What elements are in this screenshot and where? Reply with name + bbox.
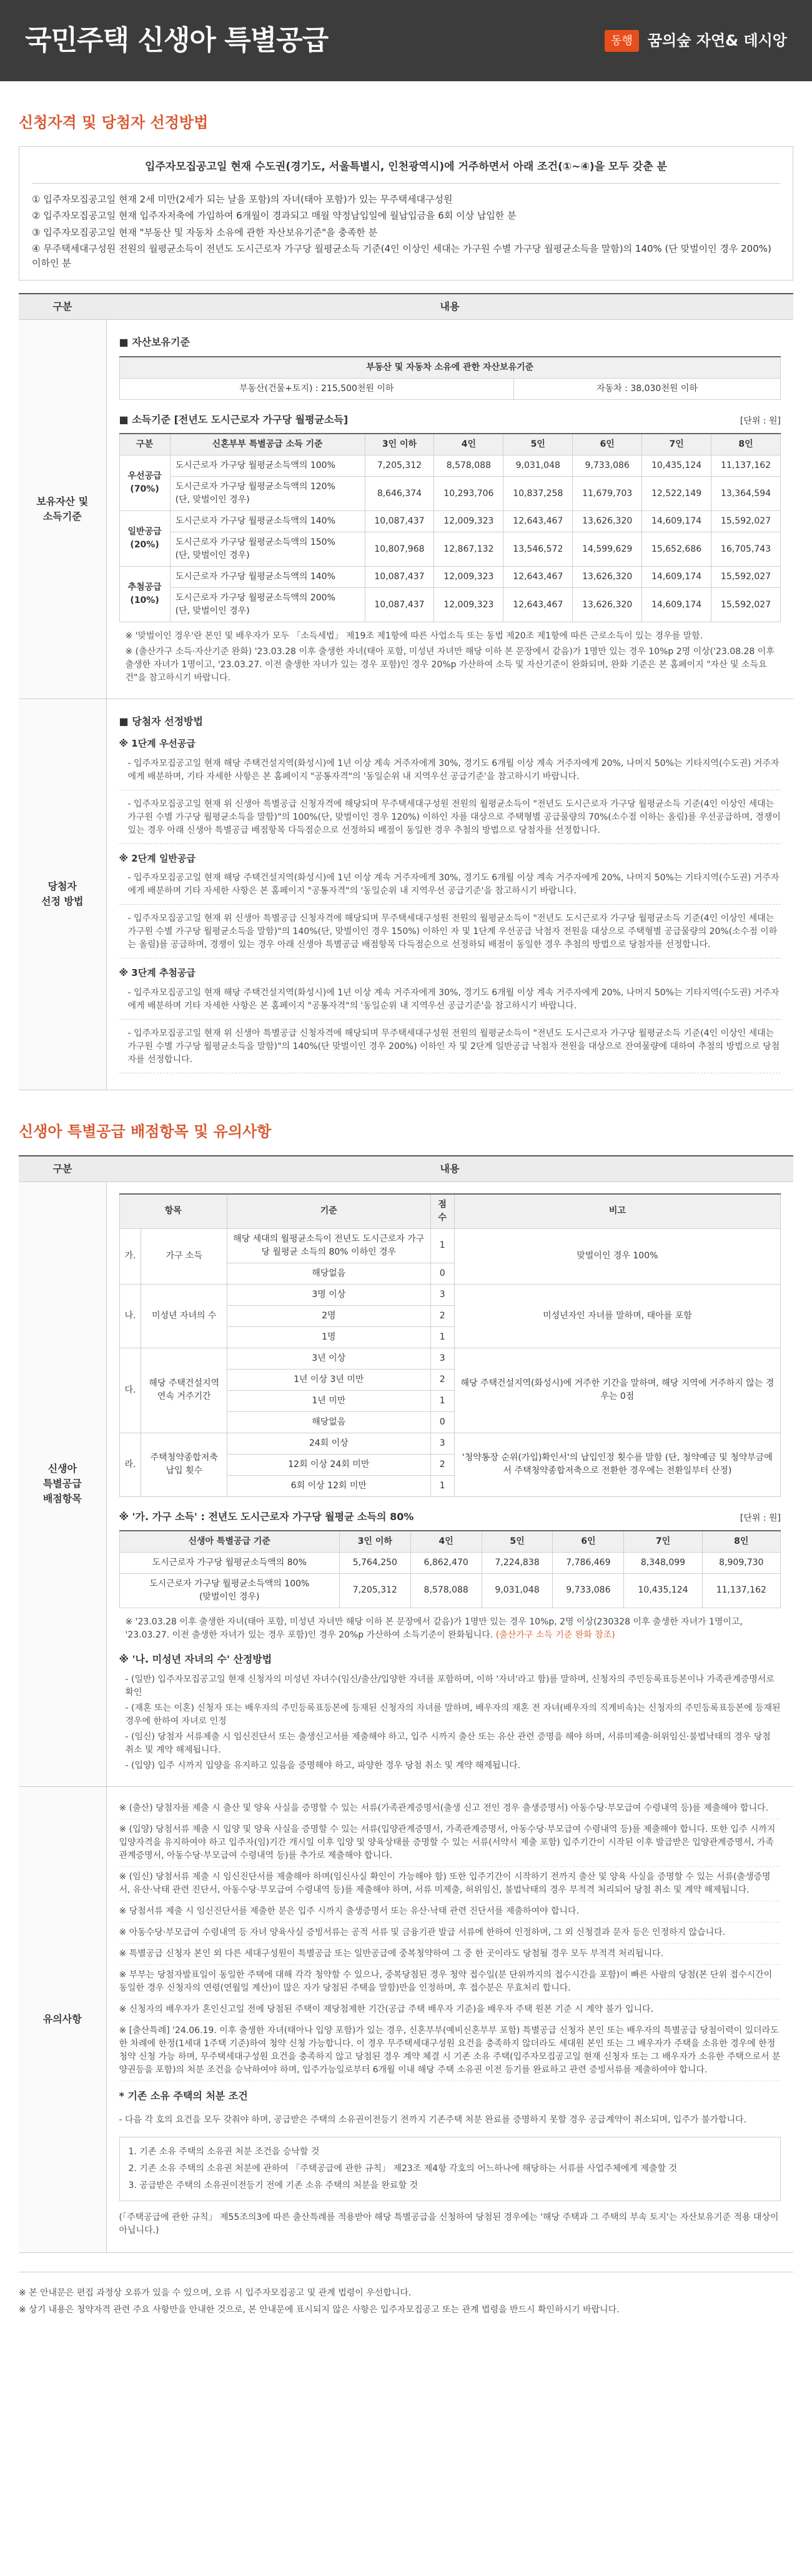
income-value: 11,679,703 xyxy=(573,477,642,511)
income-group: 일반공급 (20%) xyxy=(119,511,170,567)
col-header-category: 구분 xyxy=(19,294,106,320)
precaution-item: ※ 부부는 당첨자발표일이 동일한 주택에 대해 각각 청약할 수 있으나, 중복당첨된 경우 청약 접수일(분 단위까지의 접수시간을 포함)이 빠른 사람의 당첨(본 단위 접수시간이 동일한 경우 신청자의 연령(연월일 계산)이 많은 자가 당첨된 주택을 말함)만을 인정하며, 후 접수분은 무효처리 합니다. xyxy=(119,1965,781,1999)
score-points: 1 xyxy=(430,1228,454,1263)
selection-step-text: - 입주자모집공고일 현재 위 신생아 특별공급 신청자격에 해당되며 무주택세대구성원 전원의 월평균소득이 "전년도 도시근로자 가구당 월평균소득 기준(4인 이상인 세대는 가구원 수별 가구당 월평균소득을 말함)"의 140%(단, 맞벌이인 경우 150%) 이하인 자 및 1단계 우선공급 낙첨자 전원을 대상으로 주택형별 공급물량의 20%(소수점 이하는 올림)를 공급하며, 경쟁이 있는 경우 아래 신생아 특별공급 배점항목 다득점순으로 선정하되 배점이 동일한 경우 추첨의 방법으로 당첨자를 선정합니다. xyxy=(119,910,781,958)
selection-step-text: - 입주자모집공고일 현재 해당 주택건설지역(화성시)에 1년 이상 계속 거주자에게 30%, 경기도 6개월 이상 계속 거주자에게 20%, 나머지 50%는 기타지역(수도권) 거주자에게 배분하며 기타 자세한 사항은 본 홈페이지 "공통자격"의 '동일순위 내 지역우선 공급기준'을 참고하시기 바랍니다. xyxy=(119,869,781,905)
page-title: 국민주택 신생아 특별공급 xyxy=(25,24,329,56)
disposal-heading: * 기존 소유 주택의 처분 조건 xyxy=(119,2089,248,2102)
row-label-scoring: 신생아 특별공급 배점항목 xyxy=(19,1181,106,1786)
income-criteria: 도시근로자 가구당 월평균소득액의 120% (단, 맞벌이인 경우) xyxy=(170,477,365,511)
score-col-header: 기준 xyxy=(227,1194,430,1229)
score-points: 1 xyxy=(430,1390,454,1411)
brand-name: 꿈의숲 자연& 데시앙 xyxy=(647,32,787,49)
qualification-head: 입주자모집공고일 현재 수도권(경기도, 서울특별시, 인천광역시)에 거주하면서 아래 조건(①~④)을 모두 갖춘 분 xyxy=(32,156,780,184)
income-criteria: 도시근로자 가구당 월평균소득액의 200% (단, 맞벌이인 경우) xyxy=(170,588,365,622)
disposal-intro: - 다음 각 호의 요건을 모두 갖춰야 하며, 공급받은 주택의 소유권이전등기 전까지 기존주택 처분 완료를 증명하지 못할 경우 공급계약이 취소되며, 입주가 불가합니다. xyxy=(119,2114,746,2125)
selection-step-title: ※ 1단계 우선공급 xyxy=(119,738,196,749)
selection-step-title: ※ 2단계 일반공급 xyxy=(119,852,196,864)
income-value: 10,807,968 xyxy=(365,532,434,567)
ga-value: 6,862,470 xyxy=(410,1552,482,1573)
income-value: 10,293,706 xyxy=(434,477,503,511)
income-value: 8,646,374 xyxy=(365,477,434,511)
selection-step-title: ※ 3단계 추첨공급 xyxy=(119,967,196,978)
score-note: 맞벌이인 경우 100% xyxy=(454,1228,780,1284)
income-value: 12,867,132 xyxy=(434,532,503,567)
ga-heading: ※ '가. 가구 소득' : 전년도 도시근로자 가구당 월평균 소득의 80% xyxy=(119,1510,414,1523)
ga-criteria: 도시근로자 가구당 월평균소득액의 80% xyxy=(119,1552,339,1573)
selection-heading: ■ 당첨자 선정방법 xyxy=(119,715,203,727)
income-value: 13,626,320 xyxy=(573,588,642,622)
brand-badge: 동행 xyxy=(605,30,639,52)
table-row xyxy=(119,1228,781,1263)
income-value: 12,522,149 xyxy=(642,477,711,511)
precaution-item: ※ 특별공급 신청자 본인 외 다른 세대구성원이 특별공급 또는 일반공급에 중복청약하여 그 중 한 곳이라도 당첨될 경우 모두 부적격 처리됩니다. xyxy=(119,1944,781,1965)
income-value: 15,592,027 xyxy=(711,567,781,588)
income-col-header: 신혼부부 특별공급 소득 기준 xyxy=(170,434,365,455)
na-note-1: - (일반) 입주자모집공고일 현재 신청자의 미성년 자녀수(임신/출산/입양한 자녀를 포함하며, 이하 '자녀'라고 함)를 말하며, 신청자의 주민등록표등본이나 가족관계증명서로 확인 xyxy=(125,1674,775,1698)
na-heading: ※ '나. 미성년 자녀의 수' 산정방법 xyxy=(119,1653,272,1665)
ga-value: 8,578,088 xyxy=(410,1573,482,1608)
section-title-qualification: 신청자격 및 당첨자 선정방법 xyxy=(19,114,209,131)
score-note: 해당 주택건설지역(화성시)에 거주한 기간을 말하며, 해당 지역에 거주하지 않는 경우는 0점 xyxy=(454,1348,780,1433)
income-col-header: 6인 xyxy=(573,434,642,455)
ga-criteria: 도시근로자 가구당 월평균소득액의 100% (맞벌이인 경우) xyxy=(119,1573,339,1608)
ga-value: 7,786,469 xyxy=(553,1552,624,1573)
condition-4: ④ 무주택세대구성원 전원의 월평균소득이 전년도 도시근로자 가구당 월평균소득 기준(4인 이상인 세대는 가구원 수별 가구당 월평균소득을 말함)의 140% (단 맞벌이인 경우 200%) 이하인 분 xyxy=(32,243,771,269)
income-value: 10,087,437 xyxy=(365,588,434,622)
income-criteria: 도시근로자 가구당 월평균소득액의 140% xyxy=(170,511,365,532)
disposal-item-1: 1. 기존 소유 주택의 소유권 처분 조건을 승낙할 것 xyxy=(128,2146,320,2157)
scoring-table xyxy=(19,1155,793,2253)
ga-income-table xyxy=(119,1530,781,1608)
income-value: 9,733,086 xyxy=(573,455,642,477)
income-unit: [단위 : 원] xyxy=(740,416,781,426)
asset-caption: 부동산 및 자동차 소유에 관한 자산보유기준 xyxy=(119,357,781,379)
income-value: 13,546,572 xyxy=(503,532,573,567)
score-item-name: 미성년 자녀의 수 xyxy=(141,1284,227,1348)
score-item-no: 가. xyxy=(119,1228,141,1284)
income-value: 14,609,174 xyxy=(642,511,711,532)
score-criteria: 3년 이상 xyxy=(227,1348,430,1369)
ga-value: 9,733,086 xyxy=(553,1573,624,1608)
income-value: 12,009,323 xyxy=(434,511,503,532)
table-row xyxy=(119,511,781,532)
qualification-table xyxy=(19,293,793,1090)
disposal-item-3: 3. 공급받은 주택의 소유권이전등기 전에 기존 소유 주택의 처분을 완료할 것 xyxy=(128,2180,418,2191)
precaution-item: ※ (입양) 당첨서류 제출 시 입양 및 양육 사실을 증명할 수 있는 서류(입양관계증명서, 가족관계증명서, 아동수당·부모급여 수령내역 등)를 제출해야 합니다. 또한 입주 시까지 입양자격을 유지하여야 하고 입주자(임)기간 개시일 이후 입양 및 양육상태를 증명할 수 있는 서류(서약서 제출 포함) 입주기간이 시작된 이후 발급받은 입양관계증명서, 가족관계증명서, 아동수당·부모급여 수령내역 등)를 추가로 제출해야 합니다. xyxy=(119,1819,781,1867)
score-points: 3 xyxy=(430,1348,454,1369)
income-value: 7,205,312 xyxy=(365,455,434,477)
ga-note: ※ '23.03.28 이후 출생한 자녀(태아 포함, 미성년 자녀만 해당 이하 본 문장에서 같음)가 1명만 있는 경우 10%p, 2명 이상(230328 이후 출생한 자녀가 1명이고, '23.03.27. 이전 출생한 자녀가 있는 경우 포함)인 경우 20%p 가산하여 소득기준이 완화됩니다. (출산가구 소득 기준 완화 참조) xyxy=(125,1616,743,1640)
score-table xyxy=(119,1193,781,1497)
score-note: '청약통장 순위(가입)확인서'의 납입인정 횟수를 말함 (단, 청약예금 및 청약부금에서 주택청약종합저축으로 전환한 경우에는 전환일부터 산정) xyxy=(454,1433,780,1496)
income-criteria: 도시근로자 가구당 월평균소득액의 140% xyxy=(170,567,365,588)
score-points: 1 xyxy=(430,1475,454,1496)
row-label-assets: 보유자산 및 소득기준 xyxy=(19,320,106,699)
income-col-header: 5인 xyxy=(503,434,573,455)
income-value: 12,643,467 xyxy=(503,588,573,622)
col-header-content: 내용 xyxy=(106,294,793,320)
score-criteria: 해당없음 xyxy=(227,1411,430,1433)
score-item-no: 다. xyxy=(119,1348,141,1433)
disposal-note: (「주택공급에 관한 규칙」 제55조의3에 따른 출산특례를 적용받아 해당 특별공급을 신청하여 당첨된 경우에는 '해당 주택과 그 주택의 부속 토지'는 자산보유기준 적용 대상이 아닙니다.) xyxy=(119,2212,779,2235)
income-value: 14,609,174 xyxy=(642,588,711,622)
ga-col-header: 6인 xyxy=(553,1531,624,1553)
income-value: 13,626,320 xyxy=(573,511,642,532)
ga-col-header: 4인 xyxy=(410,1531,482,1553)
score-criteria: 해당 세대의 월평균소득이 전년도 도시근로자 가구당 월평균 소득의 80% 이하인 경우 xyxy=(227,1228,430,1263)
income-criteria: 도시근로자 가구당 월평균소득액의 150% (단, 맞벌이인 경우) xyxy=(170,532,365,567)
ga-value: 10,435,124 xyxy=(624,1573,702,1608)
table-row xyxy=(119,455,781,477)
condition-1: ① 입주자모집공고일 현재 2세 미만(2세가 되는 날을 포함)의 자녀(태아 포함)가 있는 무주택세대구성원 xyxy=(32,193,453,205)
table-row xyxy=(119,1573,781,1608)
score-item-name: 주택청약종합저축 납입 횟수 xyxy=(141,1433,227,1496)
precaution-item: ※ 당첨서류 제출 시 임신진단서를 제출한 분은 입주 시까지 출생증명서 또는 유산·낙태 관련 진단서를 제출하여야 합니다. xyxy=(119,1901,781,1922)
income-note-2: ※ (출산가구 소득·자산기준 완화) '23.03.28 이후 출생한 자녀(태아 포함, 미성년 자녀만 해당 이하 본 문장에서 같음)가 1명만 있는 경우 10%p 2명 이상('23.08.28 이후 출생한 자녀가 1명이고, '23.03.27. 이전 출생한 자녀가 있는 경우 포함)인 경우 20%p 가산하여 소득 및 자산기준이 완화되며, 완화 기준은 본 홈페이지 "자산 및 소득요건"을 참고하시기 바랍니다. xyxy=(125,647,775,683)
score-points: 3 xyxy=(430,1433,454,1454)
income-heading: ■ 소득기준 [전년도 도시근로자 가구당 월평균소득] xyxy=(119,414,349,425)
income-value: 10,087,437 xyxy=(365,567,434,588)
score-criteria: 1년 미만 xyxy=(227,1390,430,1411)
ga-value: 7,224,838 xyxy=(482,1552,553,1573)
score-criteria: 해당없음 xyxy=(227,1263,430,1284)
ga-col-header: 7인 xyxy=(624,1531,702,1553)
income-col-header: 구분 xyxy=(119,434,170,455)
table-row xyxy=(119,532,781,567)
score-criteria: 12회 이상 24회 미만 xyxy=(227,1454,430,1475)
table-row xyxy=(119,1348,781,1369)
income-value: 13,626,320 xyxy=(573,567,642,588)
income-value: 14,599,629 xyxy=(573,532,642,567)
income-value: 11,137,162 xyxy=(711,455,781,477)
ga-value: 9,031,048 xyxy=(482,1573,553,1608)
income-value: 15,592,027 xyxy=(711,588,781,622)
table-row xyxy=(119,1552,781,1573)
score-points: 3 xyxy=(430,1284,454,1305)
score-col-header: 항목 xyxy=(119,1194,227,1229)
na-note-4: - (입양) 입주 시까지 입양을 유지하고 있음을 증명해야 하고, 파양한 경우 당첨 취소 및 계약 해제됩니다. xyxy=(125,1760,521,1771)
ga-col-header: 5인 xyxy=(482,1531,553,1553)
footer-note-1: ※ 본 안내문은 편집 과정상 오류가 있을 수 있으며, 오류 시 입주자모집공고 및 관계 법령이 우선합니다. xyxy=(19,2287,412,2298)
score-points: 0 xyxy=(430,1411,454,1433)
footer-note-2: ※ 상기 내용은 청약자격 관련 주요 사항만을 안내한 것으로, 본 안내문에 표시되지 않은 사항은 입주자모집공고 또는 관계 법령을 반드시 확인하시기 바랍니다. xyxy=(19,2304,620,2315)
score-points: 2 xyxy=(430,1454,454,1475)
selection-step-text: - 입주자모집공고일 현재 해당 주택건설지역(화성시)에 1년 이상 계속 거주자에게 30%, 경기도 6개월 이상 계속 거주자에게 20%, 나머지 50%는 기타지역(수도권) 거주자에게 배분하며 기타 자세한 사항은 본 홈페이지 "공통자격"의 '동일순위 내 지역우선 공급기준'을 참고하시기 바랍니다. xyxy=(119,984,781,1020)
income-col-header: 7인 xyxy=(642,434,711,455)
score-criteria: 24회 이상 xyxy=(227,1433,430,1454)
disposal-item-2: 2. 기존 소유 주택의 소유권 처분에 관하여 「주택공급에 관한 규칙」 제23조 제4항 각호의 어느하나에 해당하는 서류를 사업주체에게 제출할 것 xyxy=(128,2163,677,2174)
row-label-precautions: 유의사항 xyxy=(19,1786,106,2252)
income-col-header: 4인 xyxy=(434,434,503,455)
asset-car: 자동차 : 38,030천원 이하 xyxy=(514,379,781,400)
score-note: 미성년자인 자녀를 말하며, 태아를 포함 xyxy=(454,1284,780,1348)
precaution-item: ※ (출산) 당첨자를 제출 시 출산 및 양육 사실을 증명할 수 있는 서류(가족관계증명서(출생 신고 전인 경우 출생증명서) 아동수당·부모급여 수령내역 등)를 제출해야 합니다. xyxy=(119,1798,781,1819)
income-value: 14,609,174 xyxy=(642,567,711,588)
income-value: 12,009,323 xyxy=(434,588,503,622)
selection-step-text: - 입주자모집공고일 현재 위 신생아 특별공급 신청자격에 해당되며 무주택세대구성원 전원의 월평균소득이 "전년도 도시근로자 가구당 월평균소득 기준(4인 이상인 세대는 가구원 수별 가구당 월평균소득을 말함)"의 100%(단, 맞벌이인 경우 120%) 이하인 자를 대상으로 주택형별 공급물량의 70%(소수점 이하는 올림)를 우선공급하며, 경쟁이 있는 경우 아래 신생아 특별공급 배점항목 다득점순으로 선정하되 배점이 동일한 경우 추첨의 방법으로 당첨자를 선정합니다. xyxy=(119,795,781,844)
score-criteria: 3명 이상 xyxy=(227,1284,430,1305)
income-value: 15,592,027 xyxy=(711,511,781,532)
score-criteria: 6회 이상 12회 미만 xyxy=(227,1475,430,1496)
score-col-header: 비고 xyxy=(454,1194,780,1229)
score-item-name: 가구 소득 xyxy=(141,1228,227,1284)
brand xyxy=(605,29,787,52)
income-value: 10,087,437 xyxy=(365,511,434,532)
income-table xyxy=(119,433,781,622)
precaution-item: ※ 신청자의 배우자가 혼인신고일 전에 당첨된 주택이 재당첨제한 기간(공급 주택 배우자 기준)을 배우자 주택 원본 기준 시 계약 불가 입니다. xyxy=(119,1999,781,2021)
ga-value: 11,137,162 xyxy=(702,1573,780,1608)
income-value: 13,364,594 xyxy=(711,477,781,511)
ga-value: 7,205,312 xyxy=(339,1573,410,1608)
ga-col-header: 8인 xyxy=(702,1531,780,1553)
score-item-no: 라. xyxy=(119,1433,141,1496)
score-points: 2 xyxy=(430,1369,454,1390)
score-points: 0 xyxy=(430,1263,454,1284)
selection-step-text: - 입주자모집공고일 현재 해당 주택건설지역(화성시)에 1년 이상 계속 거주자에게 30%, 경기도 6개월 이상 계속 거주자에게 20%, 나머지 50%는 기타지역(수도권) 거주자에게 배분하며, 기타 자세한 사항은 본 홈페이지 "공통자격"의 '동일순위 내 지역우선 공급기준'을 참고하시기 바랍니다. xyxy=(119,755,781,790)
table-row xyxy=(119,567,781,588)
row-label-selection: 당첨자 선정 방법 xyxy=(19,699,106,1090)
precaution-item: ※ (임신) 당첨서류 제출 시 임신진단서를 제출해야 하며(임신사실 확인이 가능해야 함) 또한 입주기간이 시작하기 전까지 출산 및 양육 사실을 증명할 수 있는 서류(출생증명서, 유산·낙태 관련 진단서, 아동수당·부모급여 수령내역 등)를 제출해야 하며, 서류 미제출, 허위임신, 불법낙태의 경우 부적격 처리되어 당첨 취소 및 계약 해제됩니다. xyxy=(119,1867,781,1901)
col-header-category-2: 구분 xyxy=(19,1156,106,1182)
score-item-no: 나. xyxy=(119,1284,141,1348)
content xyxy=(19,111,793,2344)
table-row xyxy=(119,477,781,511)
selection-step-text: - 입주자모집공고일 현재 위 신생아 특별공급 신청자격에 해당되며 무주택세대구성원 전원의 월평균소득이 "전년도 도시근로자 가구당 월평균소득 기준(4인 이상인 세대는 가구원 수별 가구당 월평균소득을 말함)"의 140%(단 맞벌이인 경우 200%) 이하인 자 및 2단계 일반공급 낙첨자 전원을 대상으로 잔여물량에 대하여 추첨의 방법으로 당첨자를 선정합니다. xyxy=(119,1025,781,1073)
table-row xyxy=(119,1284,781,1305)
col-header-content-2: 내용 xyxy=(106,1156,793,1182)
income-value: 15,652,686 xyxy=(642,532,711,567)
condition-2: ② 입주자모집공고일 현재 입주자저축에 가입하여 6개월이 경과되고 매월 약정납입일에 월납입금을 6회 이상 납입한 분 xyxy=(32,210,517,221)
score-points: 2 xyxy=(430,1305,454,1326)
score-criteria: 2명 xyxy=(227,1305,430,1326)
footer-notes xyxy=(19,2272,793,2344)
na-note-2: - (재혼 또는 이혼) 신청자 또는 배우자의 주민등록표등본에 등재된 신청자의 자녀를 말하며, 배우자의 재혼 전 자녀(배우자의 직계비속)는 신청자의 주민등록표등본에 등재된 경우에 한하여 자녀로 인정 xyxy=(125,1703,781,1726)
score-item-name: 해당 주택건설지역 연속 거주기간 xyxy=(141,1348,227,1433)
income-group: 우선공급 (70%) xyxy=(119,455,170,511)
score-criteria: 1명 xyxy=(227,1326,430,1348)
income-criteria: 도시근로자 가구당 월평균소득액의 100% xyxy=(170,455,365,477)
disposal-box xyxy=(119,2137,781,2201)
qualification-box xyxy=(19,146,793,281)
section-title-scoring: 신생아 특별공급 배점항목 및 유의사항 xyxy=(19,1122,272,1140)
ga-col-header: 3인 이하 xyxy=(339,1531,410,1553)
income-value: 10,435,124 xyxy=(642,455,711,477)
income-value: 10,837,258 xyxy=(503,477,573,511)
condition-3: ③ 입주자모집공고일 현재 "부동산 및 자동차 소유에 관한 자산보유기준"을 충족한 분 xyxy=(32,226,378,238)
ga-col-header: 신생아 특별공급 기준 xyxy=(119,1531,339,1553)
income-value: 16,705,743 xyxy=(711,532,781,567)
score-points: 1 xyxy=(430,1326,454,1348)
table-row xyxy=(119,1433,781,1454)
score-col-header: 점수 xyxy=(430,1194,454,1229)
income-value: 8,578,088 xyxy=(434,455,503,477)
precaution-item: ※ [출산특례] '24.06.19. 이후 출생한 자녀(태아나 입양 포함)가 있는 경우, 신혼부부(예비신혼부부 포함) 특별공급 신청자 본인 또는 배우자의 특별공급 당첨이력이 있더라도 한 차례에 한정(1세대 1주택 기준)하여 청약 신청 가능합니다. 이 경우 무주택세대구성원 요건을 충족하지 않더라도 세대원 본인 또는 그 배우자가 주택을 소유한 경우에 한정 청약 신청 가능 하며, 무주택세대구성원 요건을 충족하지 않고 당첨된 경우 계약 체결 시 기존 소유 주택(입주자모집공고일 현재 신청자 또는 그 배우자가 소유한 주택으로서 분양권등을 포함)의 처분 조건을 승낙하여야 하며, 입주가능일로부터 6개월 이내 해당 주택 소유권 이전 등기를 완료하고 관련 증빙서류를 제출하여야 합니다. xyxy=(119,2021,781,2081)
asset-table xyxy=(119,356,781,400)
income-value: 9,031,048 xyxy=(503,455,573,477)
income-value: 12,643,467 xyxy=(503,511,573,532)
precaution-item: ※ 아동수당·부모급여 수령내역 등 자녀 양육사실 증빙서류는 공적 서류 및 금융기관 발급 서류에 한하여 인정하며, 그 외 신청결과 문자 등은 인정하지 않습니다. xyxy=(119,1922,781,1944)
income-col-header: 8인 xyxy=(711,434,781,455)
ga-value: 8,348,099 xyxy=(624,1552,702,1573)
income-group: 추첨공급 (10%) xyxy=(119,567,170,622)
ga-value: 5,764,250 xyxy=(339,1552,410,1573)
income-value: 12,009,323 xyxy=(434,567,503,588)
table-row xyxy=(119,588,781,622)
score-criteria: 1년 이상 3년 미만 xyxy=(227,1369,430,1390)
asset-real-estate: 부동산(건물+토지) : 215,500천원 이하 xyxy=(119,379,514,400)
ga-unit: [단위 : 원] xyxy=(740,1513,781,1523)
page-header xyxy=(0,0,812,81)
na-note-3: - (임신) 당첨자 서류제출 시 임신진단서 또는 출생신고서를 제출해야 하고, 입주 시까지 출산 또는 유산 관련 증명을 해야 하며, 서류미제출·허위임신·불법낙태의 경우 당첨 취소 및 계약 해제됩니다. xyxy=(125,1731,771,1755)
income-note-1: ※ '맞벌이인 경우'란 본인 및 배우자가 모두 「소득세법」 제19조 제1항에 따른 사업소득 또는 동법 제20조 제1항에 따른 근로소득이 있는 경우를 말함. xyxy=(125,631,703,641)
income-col-header: 3인 이하 xyxy=(365,434,434,455)
ga-note-red: (출산가구 소득 기준 완화 참조) xyxy=(495,1629,615,1640)
asset-heading: ■ 자산보유기준 xyxy=(119,336,190,348)
ga-value: 8,909,730 xyxy=(702,1552,780,1573)
income-value: 12,643,467 xyxy=(503,567,573,588)
